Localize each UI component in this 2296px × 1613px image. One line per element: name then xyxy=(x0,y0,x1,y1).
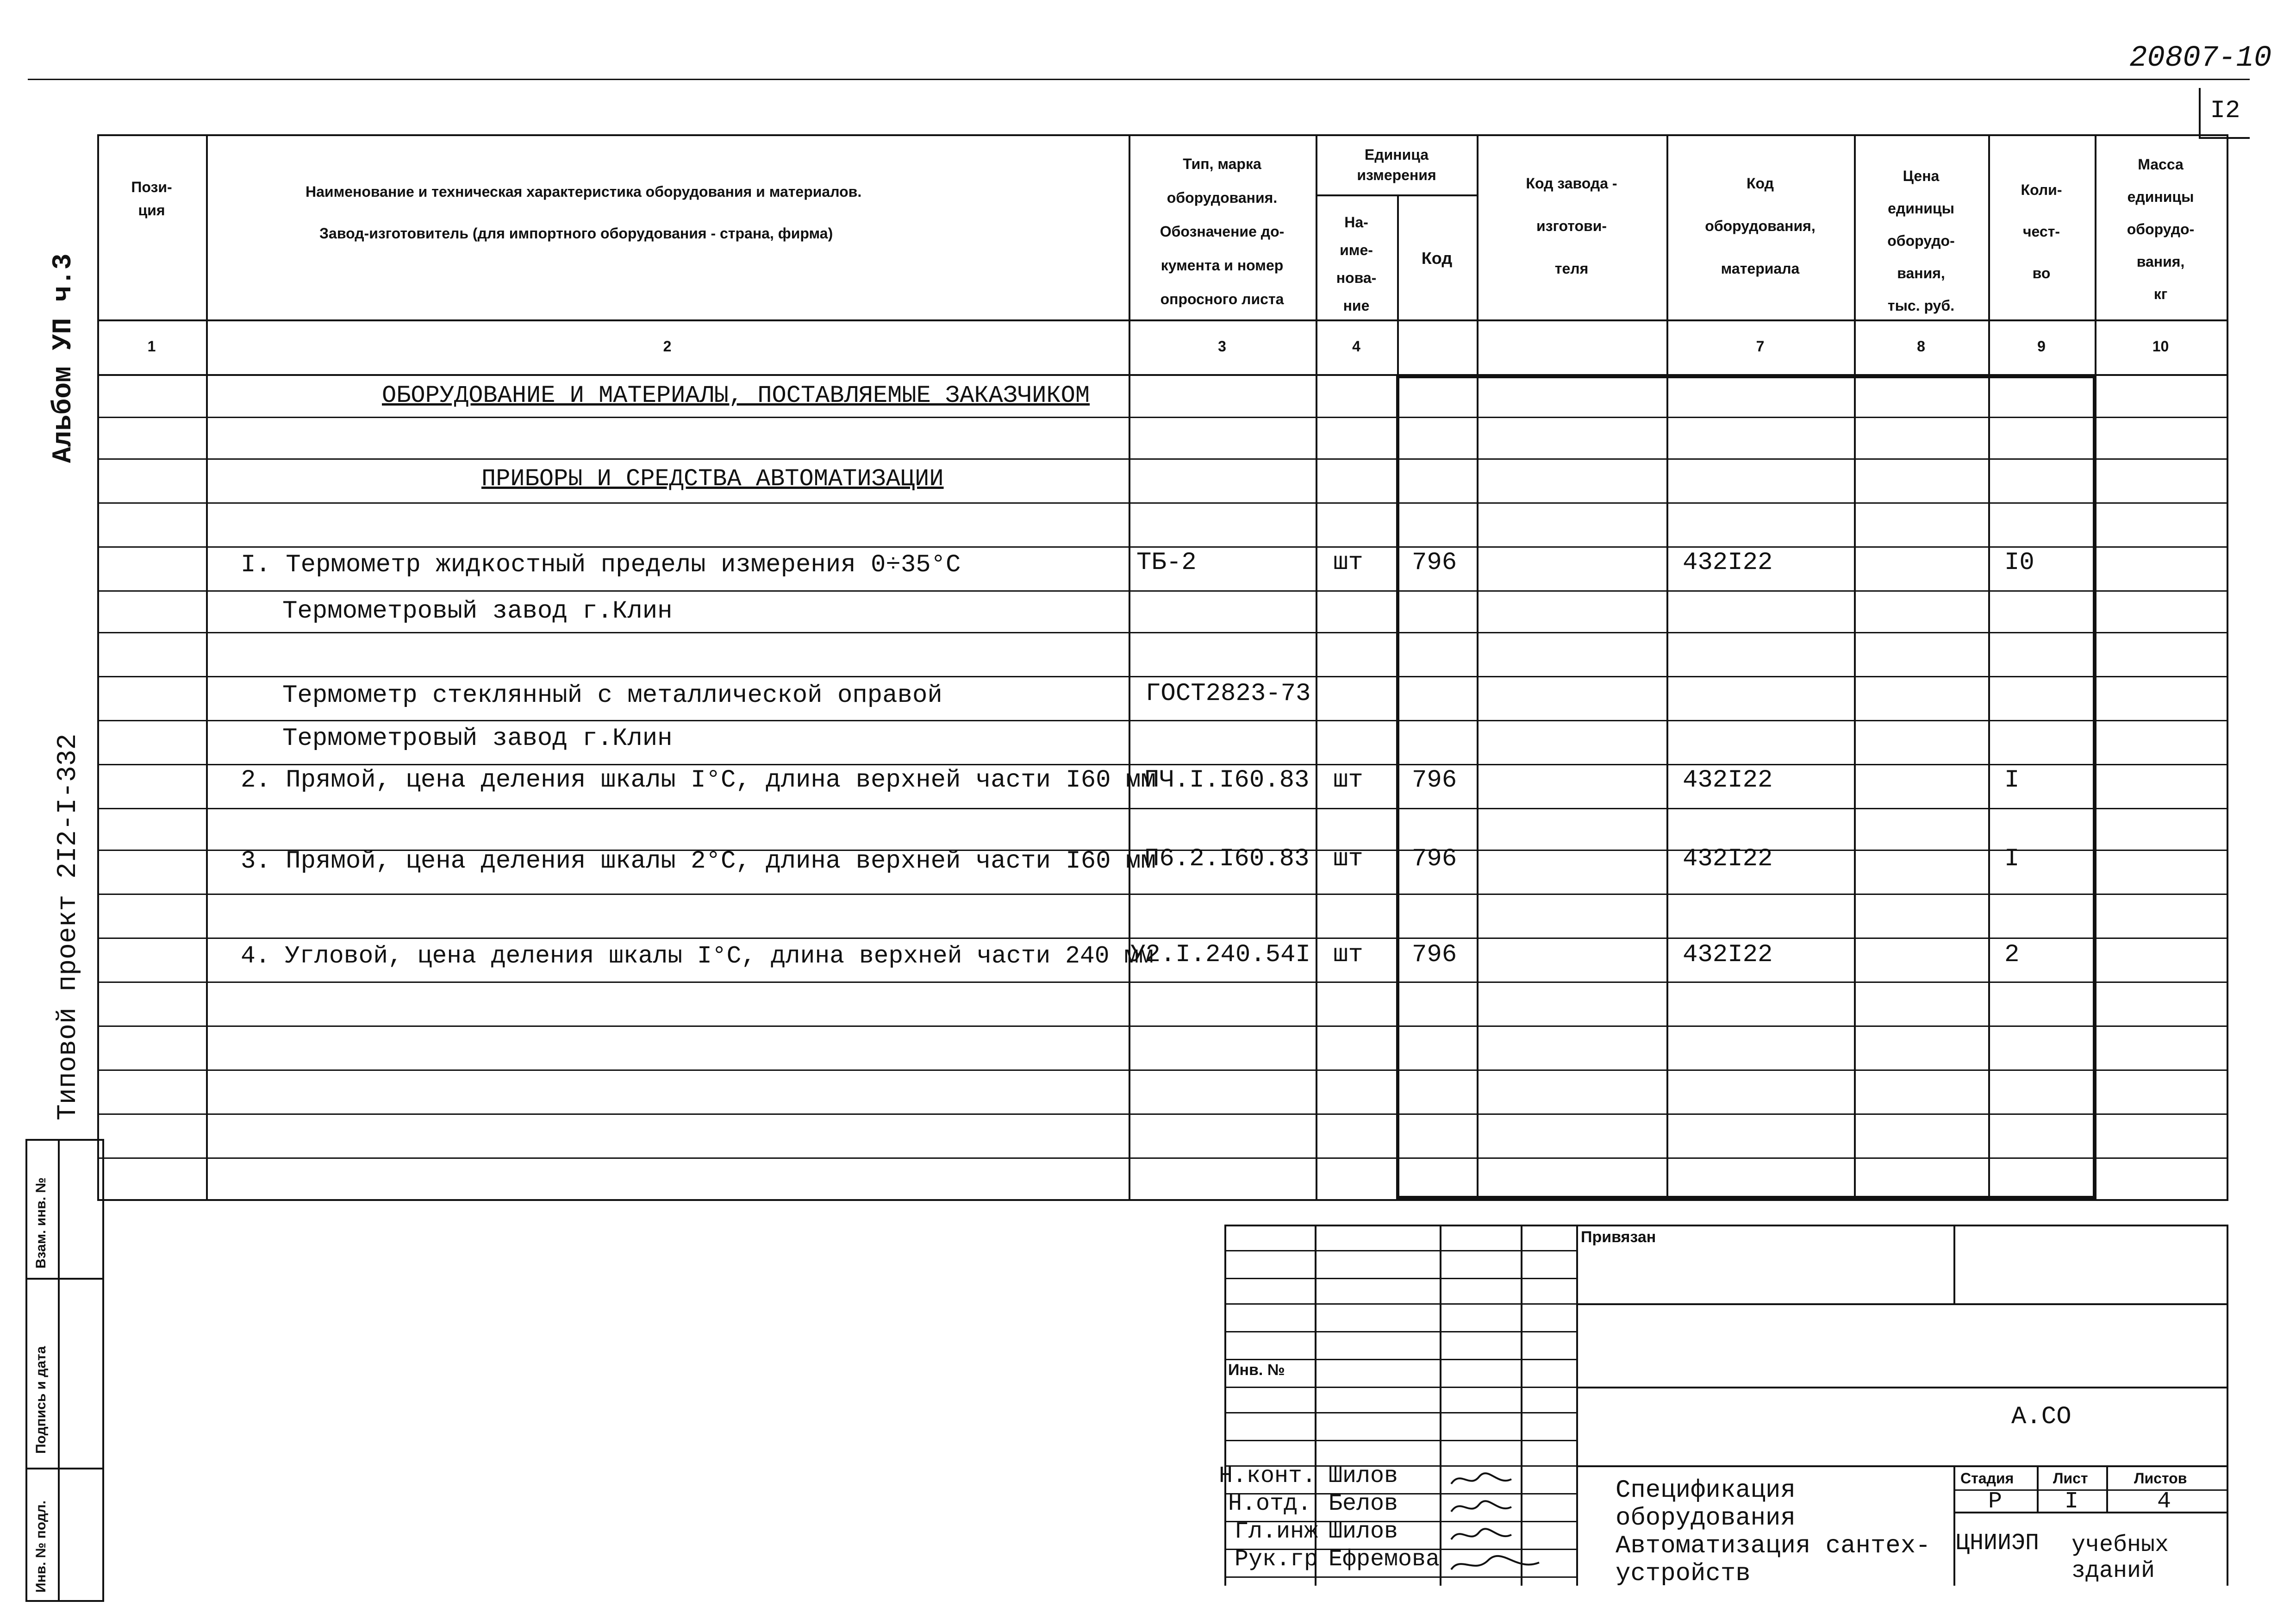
side-stamp-sep-1 xyxy=(25,1278,104,1280)
document-number: 20807-10 xyxy=(2129,42,2272,75)
row-3-type: ГОСТ2823-73 xyxy=(1146,680,1311,708)
colnum-2: 2 xyxy=(663,338,672,355)
header-equipment-code: Код оборудования, материала xyxy=(1705,175,1816,277)
row-1-code: 796 xyxy=(1412,549,1457,577)
side-stamp-sep-2 xyxy=(25,1468,104,1469)
colnum-3: 3 xyxy=(1218,338,1226,355)
colnum-9: 9 xyxy=(2037,338,2046,355)
top-rule xyxy=(28,79,2250,80)
row-1-type: ТБ-2 xyxy=(1136,549,1197,577)
album-label: Альбом УП ч.3 xyxy=(49,253,79,463)
colnum-7: 7 xyxy=(1756,338,1765,355)
title-block xyxy=(1219,1225,2227,1588)
row-6-name: 3. Прямой, цена деления шкалы 2°С, длина верхней части I60 мм xyxy=(241,847,1156,875)
header-position: Пози- ция xyxy=(131,179,172,219)
sheet-label: Лист xyxy=(2053,1470,2088,1487)
stage-value: Р xyxy=(1988,1488,2003,1515)
colnum-1: 1 xyxy=(147,338,156,355)
header-unit-name: На- име- нова- ние xyxy=(1336,214,1377,314)
linked-label: Привязан xyxy=(1581,1228,1656,1246)
inv-original-label: Инв. № подл. xyxy=(33,1500,49,1593)
colnum-10: 10 xyxy=(2152,338,2169,355)
row-5-equip-code: 432I22 xyxy=(1683,766,1773,794)
sig-role-1: Н.конт. xyxy=(1219,1463,1316,1489)
row-7-equip-code: 432I22 xyxy=(1683,941,1773,969)
row-6-code: 796 xyxy=(1412,845,1457,873)
side-stamp-divider xyxy=(58,1139,60,1602)
sheet-number: I2 xyxy=(2210,97,2240,125)
project-label: Типовой проект 2I2-I-332 xyxy=(53,733,83,1120)
drawing-title: Спецификация оборудования Автоматизация сантех- устройств xyxy=(1616,1476,1931,1588)
sheet-value: I xyxy=(2065,1488,2079,1515)
row-2-name: Термометровый завод г.Клин xyxy=(282,597,673,625)
organization: ЦНИИЭП xyxy=(1956,1530,2040,1557)
sig-role-4: Рук.гр xyxy=(1235,1546,1318,1573)
row-6-qty: I xyxy=(2004,845,2020,873)
sheet-number-box xyxy=(2199,88,2250,139)
header-mass: Масса единицы оборудо- вания, кг xyxy=(2127,156,2195,302)
subsection-title: ПРИБОРЫ И СРЕДСТВА АВТОМАТИЗАЦИИ xyxy=(481,465,944,493)
handwritten-signatures xyxy=(1442,1465,1576,1586)
colnum-8: 8 xyxy=(1917,338,1925,355)
header-quantity: Коли- чест- во xyxy=(2021,181,2062,281)
specification-table xyxy=(97,134,2227,1199)
sig-name-4: Ефремова xyxy=(1329,1546,1440,1573)
row-1-name: I. Термометр жидкостный пределы измерения 0÷35°С xyxy=(241,551,961,579)
row-6-unit: шт xyxy=(1333,845,1363,873)
header-name: Наименование и техническая характеристика оборудования и материалов. Завод-изготовитель (для импортного оборудования - страна, фирма) xyxy=(306,183,862,242)
row-1-unit: шт xyxy=(1333,549,1363,577)
row-3-name: Термометр стеклянный с металлической оправой xyxy=(282,681,942,710)
sig-name-1: Шилов xyxy=(1329,1463,1398,1489)
header-type: Тип, марка оборудования. Обозначение до- кумента и номер опросного листа xyxy=(1160,156,1285,307)
row-5-qty: I xyxy=(2004,766,2020,794)
stage-label: Стадия xyxy=(1960,1470,2014,1487)
row-6-type: П6.2.I60.83 xyxy=(1144,845,1310,873)
row-5-name: 2. Прямой, цена деления шкалы I°С, длина верхней части I60 мм xyxy=(241,766,1156,794)
row-1-qty: I0 xyxy=(2004,549,2034,577)
row-6-equip-code: 432I22 xyxy=(1683,845,1773,873)
header-maker-code: Код завода - изготови- теля xyxy=(1526,175,1617,277)
section-title: ОБОРУДОВАНИЕ И МАТЕРИАЛЫ, ПОСТАВЛЯЕМЫЕ ЗАКАЗЧИКОМ xyxy=(382,382,1090,409)
sig-name-3: Шилов xyxy=(1329,1519,1398,1545)
signature-date-label: Подпись и дата xyxy=(33,1346,49,1454)
sheets-label: Листов xyxy=(2134,1470,2187,1487)
header-price: Цена единицы оборудо- вания, тыс. руб. xyxy=(1887,168,1955,314)
row-5-type: ПЧ.I.I60.83 xyxy=(1144,766,1310,794)
header-unit-code: Код xyxy=(1421,249,1453,268)
row-7-unit: шт xyxy=(1333,941,1363,969)
colnum-4: 4 xyxy=(1352,338,1360,355)
row-7-qty: 2 xyxy=(2004,941,2020,969)
row-4-name: Термометровый завод г.Клин xyxy=(282,725,673,753)
sig-role-2: Н.отд. xyxy=(1228,1491,1312,1517)
sig-role-3: Гл.инж xyxy=(1235,1519,1318,1545)
row-7-name: 4. Угловой, цена деления шкалы I°С, длина верхней части 240 мм xyxy=(241,942,1154,970)
row-5-unit: шт xyxy=(1333,766,1363,794)
inv-no-label: Инв. № xyxy=(1228,1361,1285,1379)
row-7-code: 796 xyxy=(1412,941,1457,969)
sig-name-2: Белов xyxy=(1329,1491,1398,1517)
sheets-value: 4 xyxy=(2157,1488,2171,1515)
drawing-code: А.СО xyxy=(2011,1403,2071,1431)
inv-exchange-label: Взам. инв. № xyxy=(33,1177,49,1269)
row-7-type: У2.I.240.54I xyxy=(1130,941,1310,969)
organization-suffix: учебных зданий xyxy=(2071,1532,2169,1584)
row-5-code: 796 xyxy=(1412,766,1457,794)
row-1-equip-code: 432I22 xyxy=(1683,549,1773,577)
header-unit-group: Единица измерения xyxy=(1357,146,1436,183)
